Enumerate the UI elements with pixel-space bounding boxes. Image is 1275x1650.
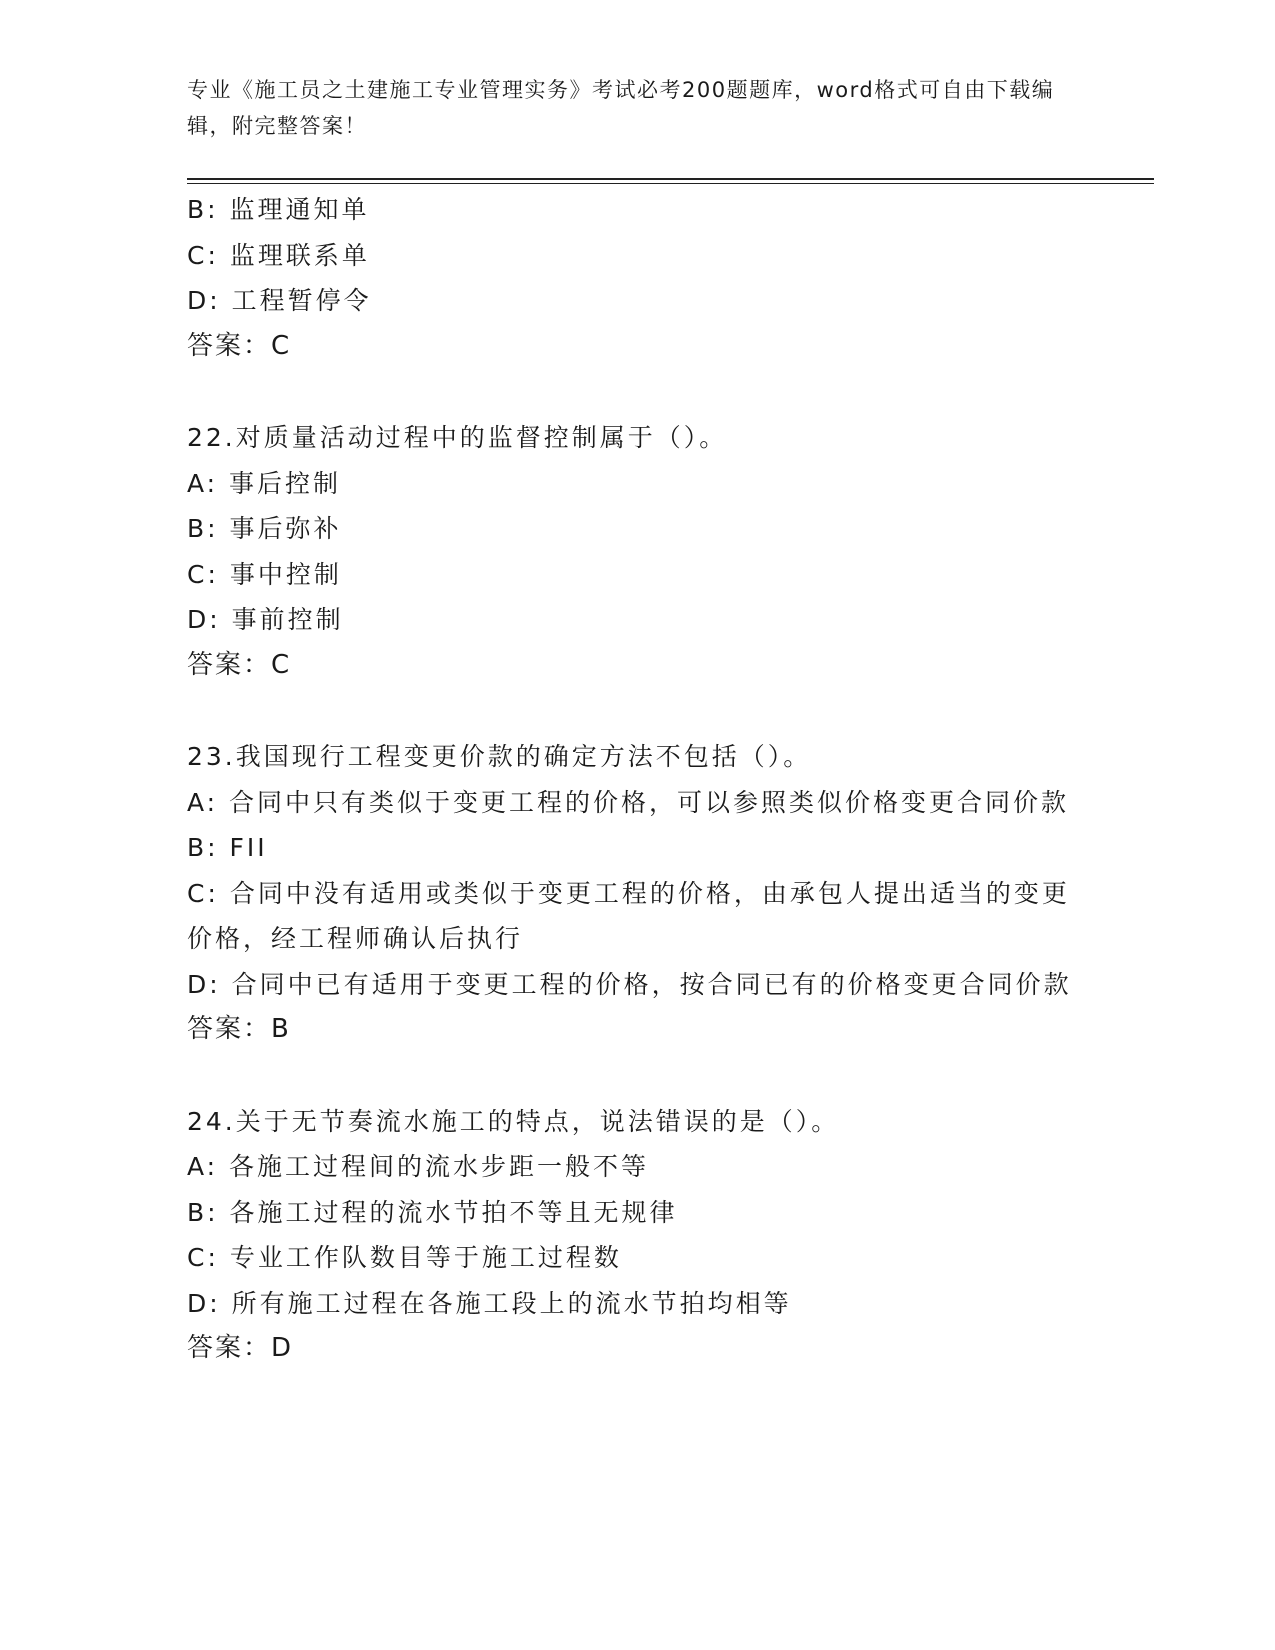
option-d [187,1281,1087,1327]
option-text: 合同中只有类似于变更工程的价格，可以参照类似价格变更合同价款 [229,787,1070,817]
option-text: 各施工过程间的流水步距一般不等 [229,1152,650,1181]
question-block-24 [187,1099,1087,1372]
option-text: FII [229,833,268,862]
option-label: B: [187,833,219,862]
answer-line [187,643,1087,689]
option-a [187,780,1087,826]
option-label: B: [187,195,219,224]
option-b [187,506,1087,552]
option-b [187,1190,1087,1236]
option-label: A: [187,468,219,498]
option-label: C: [187,559,219,589]
option-a [187,461,1087,507]
question-text: 22.对质量活动过程中的监督控制属于（）。 [187,423,728,452]
option-label: A: [187,787,219,817]
option-label: D: [187,605,221,634]
page-header [187,72,1067,144]
answer-line [187,1007,1087,1053]
option-label: C: [187,878,219,908]
option-text: 监理联系单 [229,240,370,270]
answer-value: C [271,330,292,361]
header-divider [187,178,1154,184]
answer-line [187,1326,1087,1372]
answer-value: D [271,1333,294,1363]
option-label: D: [187,286,221,315]
option-text: 监理通知单 [229,195,370,224]
option-text: 专业工作队数目等于施工过程数 [229,1243,622,1272]
question-text: 24.关于无节奏流水施工的特点，说法错误的是（）。 [187,1106,840,1136]
option-c [187,1235,1087,1281]
option-label: C: [187,240,219,270]
answer-line [187,324,1087,370]
question-block-22 [187,415,1087,688]
option-text: 所有施工过程在各施工段上的流水节拍均相等 [231,1288,792,1318]
question-list [187,187,1087,1418]
option-text: 事后控制 [229,468,342,498]
question-block-21 [187,187,1087,369]
option-d [187,278,1087,324]
answer-label: 答案： [187,1333,272,1363]
option-label: B: [187,1197,219,1227]
option-label: D: [187,1288,221,1318]
option-c [187,552,1087,598]
option-text: 事前控制 [231,605,344,634]
option-text: 合同中已有适用于变更工程的价格，按合同已有的价格变更合同价款 [231,969,1072,999]
option-d [187,962,1087,1008]
answer-label: 答案： [187,649,272,680]
option-label: A: [187,1152,219,1181]
option-b [187,187,1087,233]
answer-label: 答案： [187,1014,272,1044]
document-title: 专业《施工员之土建施工专业管理实务》考试必考200题题库，word格式可自由下载编辑，附完整答案！ [187,78,1055,138]
option-text: 事中控制 [229,559,342,589]
option-text: 合同中没有适用或类似于变更工程的价格，由承包人提出适当的变更价格，经工程师确认后执行 [187,878,1070,953]
option-text: 各施工过程的流水节拍不等且无规律 [229,1197,678,1227]
question-block-23 [187,734,1087,1053]
option-text: 事后弥补 [229,514,342,543]
answer-value: C [271,649,292,680]
answer-value: B [271,1014,291,1044]
option-label: B: [187,514,219,543]
option-label: D: [187,969,221,999]
option-d [187,597,1087,643]
question-text: 23.我国现行工程变更价款的确定方法不包括（）。 [187,742,812,771]
option-c [187,871,1087,962]
option-b [187,825,1087,871]
option-c [187,233,1087,279]
option-label: C: [187,1243,219,1272]
option-text: 工程暂停令 [231,286,372,315]
option-a [187,1144,1087,1190]
answer-label: 答案： [187,330,272,361]
